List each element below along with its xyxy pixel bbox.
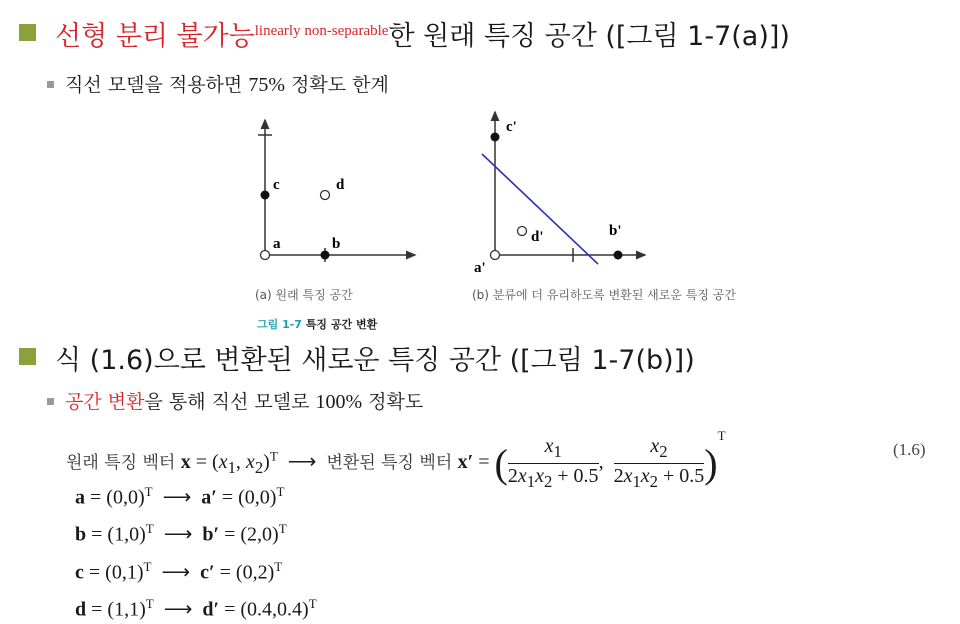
mapping-b-right: b′ xyxy=(202,523,220,546)
label-b-prime: b' xyxy=(609,223,622,239)
mapping-b: $b = (1,0)^T$ ⟶ $b' = (2,0)^T$ xyxy=(75,521,287,546)
mapping-c-to: (0,2) xyxy=(235,561,275,584)
mapping-d: $d = (1,1)^T$ ⟶ $d' = (0.4,0.4)^T$ xyxy=(75,596,317,621)
mapping-d-right: d′ xyxy=(202,598,220,621)
label-d: d xyxy=(336,177,345,193)
point-c-prime xyxy=(491,133,500,142)
panel-b-plot xyxy=(474,112,645,276)
fraction-x1: $\frac{x_1}{2x_1x_2 + 0.5}$ xyxy=(507,434,599,491)
label-b: b xyxy=(332,236,341,252)
heading-english-term: linearly non-separable xyxy=(254,23,389,39)
accuracy-75: 75% xyxy=(248,74,285,96)
mapping-d-to: (0.4,0.4) xyxy=(240,598,309,621)
mapping-a-from: (0,0) xyxy=(106,486,145,509)
mapping-a-right: a′ xyxy=(201,486,217,509)
label-a-prime: a' xyxy=(474,260,486,276)
mapping-a-left: a xyxy=(75,486,85,509)
heading-red-text: 선형 분리 불가능 xyxy=(55,21,255,52)
sub-line-75 xyxy=(65,70,389,97)
sub-text-before: 직선 모델을 적용하면 xyxy=(65,74,249,96)
point-b-prime xyxy=(614,251,623,260)
label-a: a xyxy=(273,236,281,252)
fraction-x2: $\frac{x_2}{2x_1x_2 + 0.5}$ xyxy=(613,434,705,491)
mapping-a: $a = (0,0)^T$ ⟶ $a' = (0,0)^T$ xyxy=(75,484,285,509)
feature-space-figure xyxy=(240,100,820,310)
sub2-text-after: 정확도 xyxy=(362,391,424,413)
separating-line xyxy=(482,154,598,264)
accuracy-100: 100% xyxy=(315,391,363,413)
point-d xyxy=(321,191,330,200)
mapping-b-to: (2,0) xyxy=(240,523,279,546)
heading-transformed-space: 식 (1.6)으로 변환된 새로운 특징 공간 ([그림 1-7(b)]) xyxy=(55,345,695,376)
mapping-c: $c = (0,1)^T$ ⟶ $c' = (0,2)^T$ xyxy=(75,559,283,584)
space-transform-term: 공간 변환 xyxy=(65,391,145,413)
mapping-d-left: d xyxy=(75,598,87,621)
point-a-prime xyxy=(491,251,500,260)
mapping-c-right: c′ xyxy=(200,561,215,584)
point-b xyxy=(321,251,330,260)
mapping-c-left: c xyxy=(75,561,84,584)
transformed-vector-label: 변환된 특징 벡터 xyxy=(326,453,458,473)
heading2-bullet xyxy=(19,348,36,365)
sub-bullet xyxy=(47,81,54,88)
mapping-a-to: (0,0) xyxy=(238,486,277,509)
label-d-prime: d' xyxy=(531,229,544,245)
label-c: c xyxy=(273,177,280,193)
point-c xyxy=(261,191,270,200)
mapping-b-from: (1,0) xyxy=(107,523,146,546)
point-a xyxy=(261,251,270,260)
point-d-prime xyxy=(518,227,527,236)
panel-b-caption: (b) 분류에 더 유리하도록 변환된 새로운 특징 공간 xyxy=(472,288,736,302)
figure-number: 그림 1-7 xyxy=(257,318,302,331)
mapping-d-from: (1,1) xyxy=(107,598,146,621)
panel-a-caption: (a) 원래 특징 공간 xyxy=(255,288,353,302)
equation-1-6: 원래 특징 벡터 $x = (x_1$, $x_2)^T$ ⟶ 변환된 특징 벡터 x′ = ( $\frac{x_1}{2x_1x_2 + 0.5}$ , $\frac{x_2}{2x_1x_2 + 0.5}$ )$^T$ xyxy=(66,428,726,491)
mapping-c-from: (0,1) xyxy=(105,561,144,584)
original-vector-label: 원래 특징 벡터 xyxy=(66,453,181,473)
heading-bullet xyxy=(19,24,36,41)
sub2-text-mid: 을 통해 직선 모델로 xyxy=(144,391,316,413)
equation-number: (1.6) xyxy=(893,440,926,459)
figure-label xyxy=(257,316,377,332)
mapping-b-left: b xyxy=(75,523,87,546)
sub-line-100 xyxy=(65,387,423,414)
figure-title: 특징 공간 변환 xyxy=(301,318,378,331)
panel-a-plot xyxy=(258,120,415,262)
sub-text-after: 정확도 한계 xyxy=(284,74,389,96)
heading-linearly-nonseparable xyxy=(55,14,790,53)
label-c-prime: c' xyxy=(506,119,517,135)
heading-rest: 한 원래 특징 공간 ([그림 1-7(a)]) xyxy=(388,21,790,52)
sub-bullet-2 xyxy=(47,398,54,405)
